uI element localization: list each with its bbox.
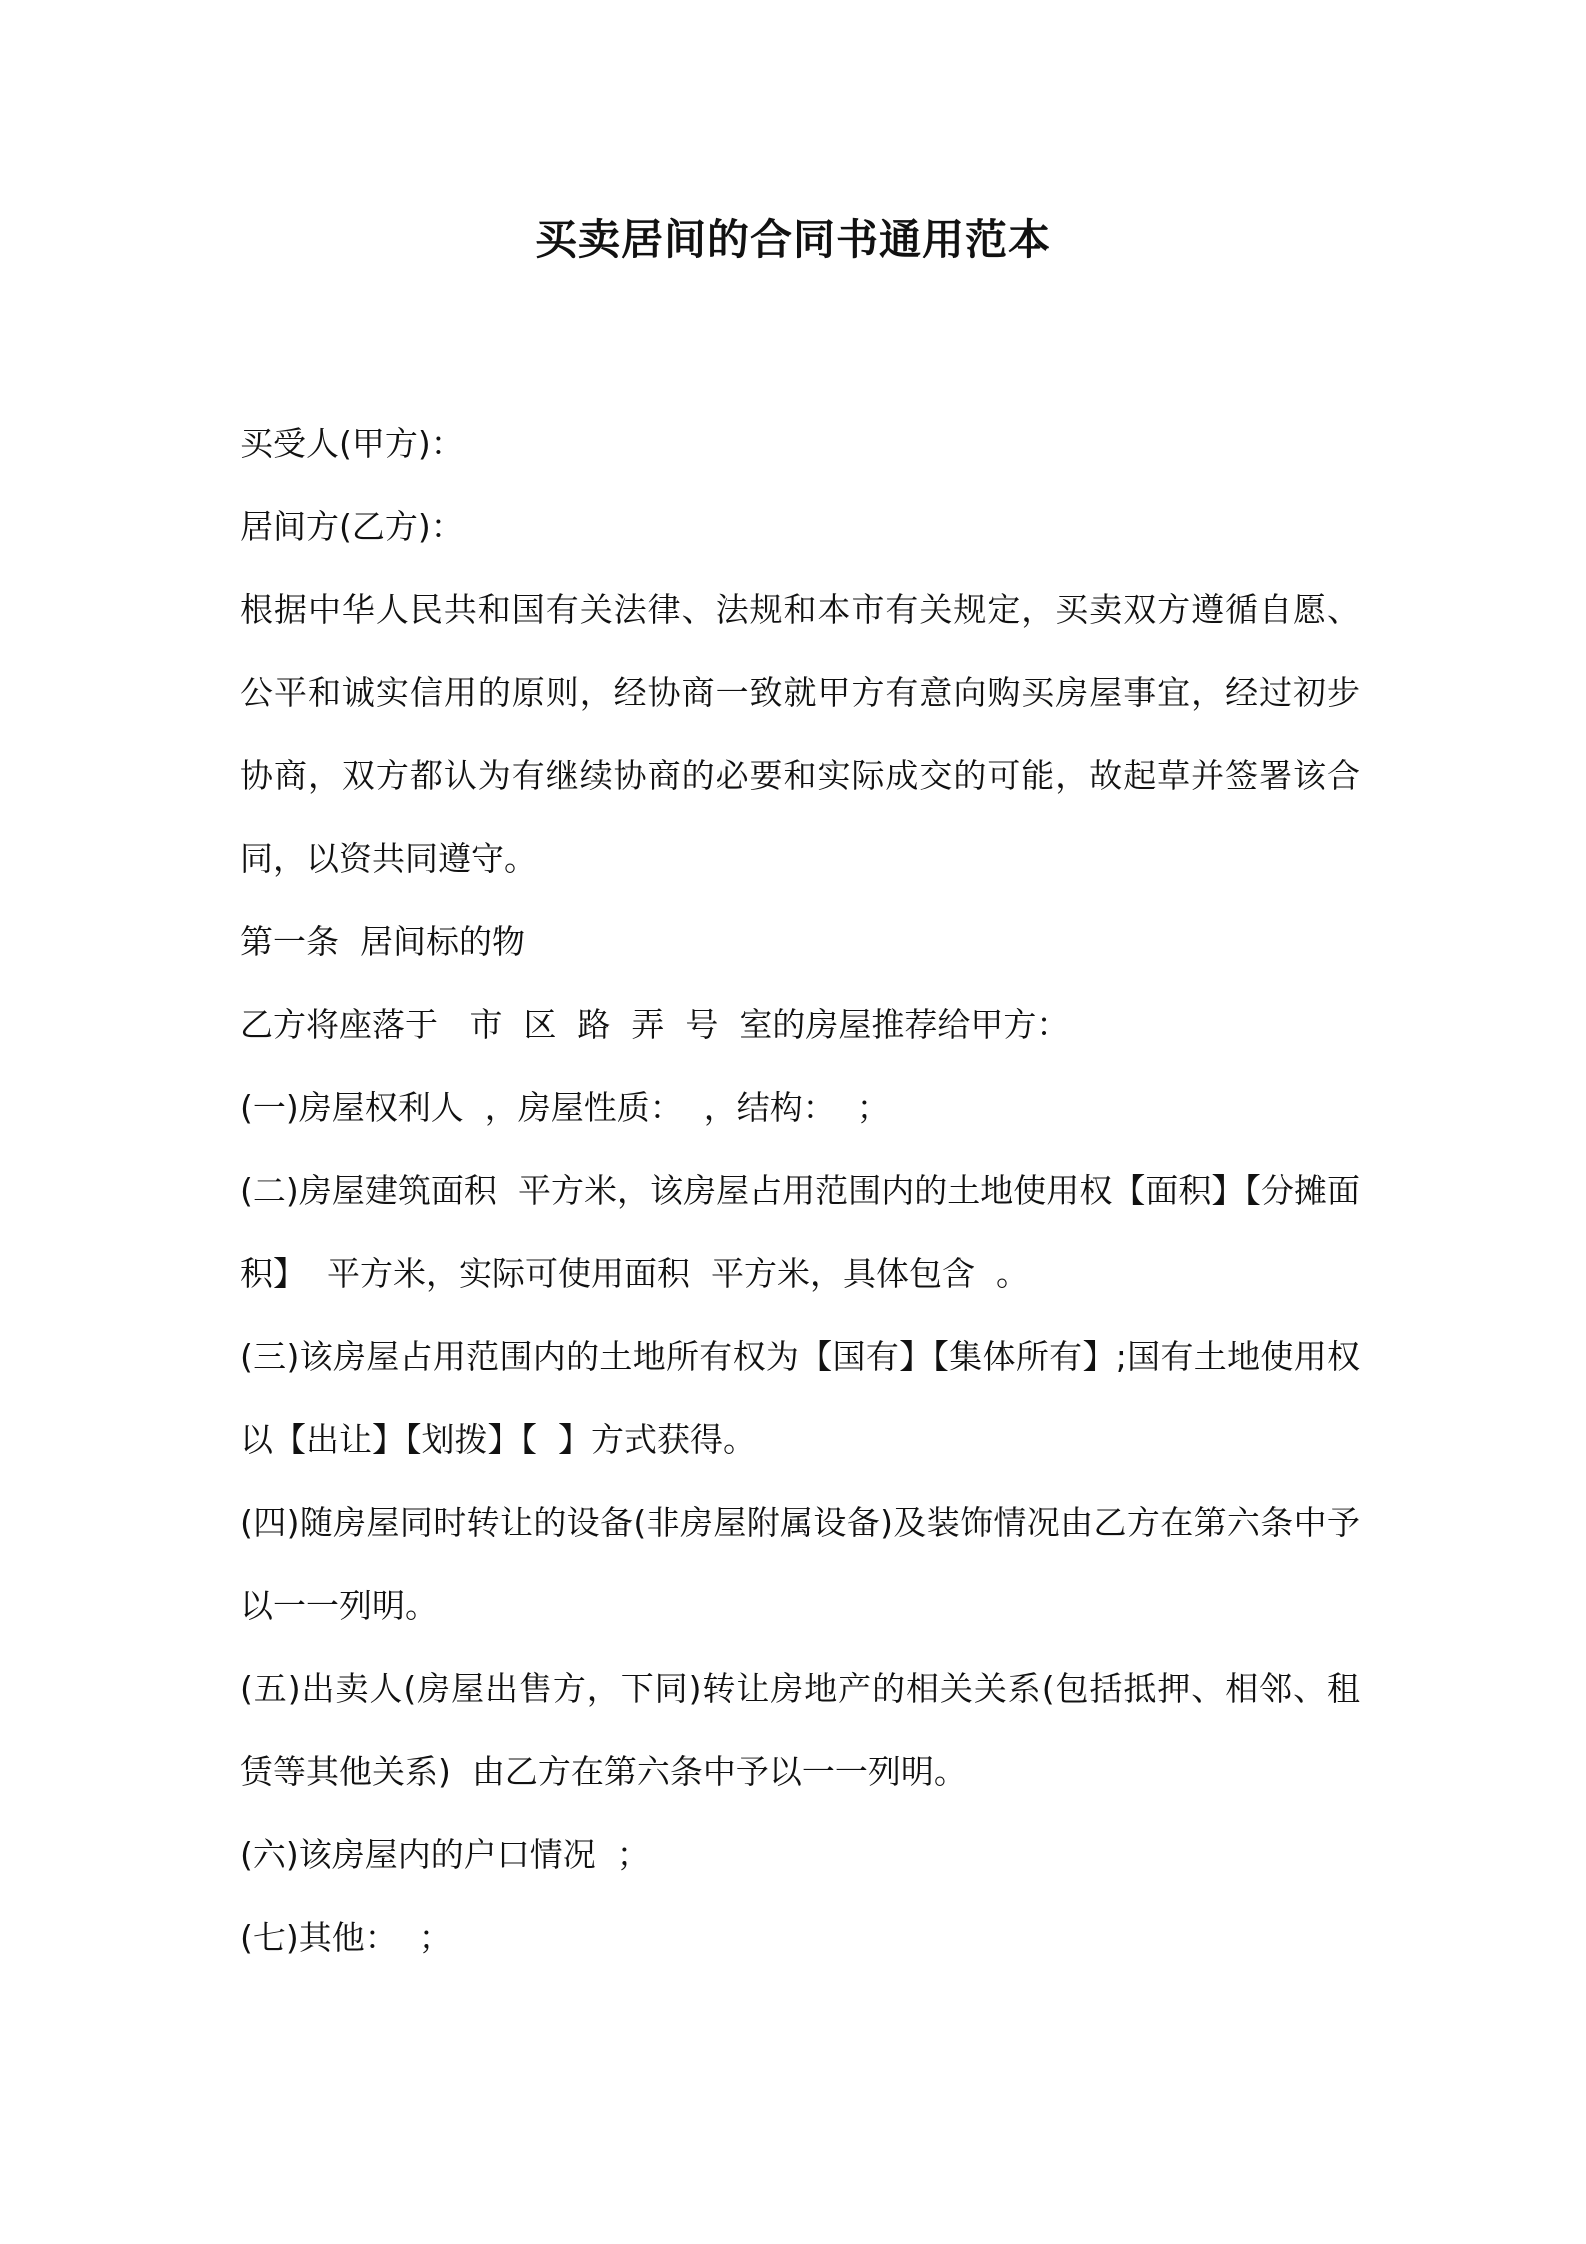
article-one-heading: 第一条 居间标的物 — [240, 922, 525, 961]
preamble-paragraph: 根据中华人民共和国有关法律、法规和本市有关规定，买卖双方遵循自愿、公平和诚实信用的原则，经协商一致就甲方有意向购买房屋事宜，经过初步协商，双方都认为有继续协商的必要和实际成交的可能，故起草并签署该合同，以资共同遵守。 — [240, 590, 1360, 878]
clause-5: (五)出卖人(房屋出售方，下同)转让房地产的相关关系(包括抵押、相邻、租赁等其他关系) 由乙方在第六条中予以一一列明。 — [240, 1669, 1360, 1791]
clause-6: (六)该房屋内的户口情况 ； — [240, 1835, 650, 1874]
clause-7: (七)其他： ； — [240, 1918, 452, 1957]
intermediary-party-line: 居间方(乙方)： — [240, 507, 464, 546]
clause-1: (一)房屋权利人 ，房屋性质： ，结构： ； — [240, 1088, 890, 1127]
property-location-line: 乙方将座落于 市 区 路 弄 号 室的房屋推荐给甲方： — [240, 1005, 1070, 1044]
document-body — [240, 402, 1360, 1979]
clause-2: (二)房屋建筑面积 平方米，该房屋占用范围内的土地使用权【面积】【分摊面积】 平方米，实际可使用面积 平方米，具体包含 。 — [240, 1171, 1360, 1293]
clause-4: (四)随房屋同时转让的设备(非房屋附属设备)及装饰情况由乙方在第六条中予以一一列明。 — [240, 1503, 1360, 1625]
buyer-party-line: 买受人(甲方)： — [240, 424, 464, 463]
document-title: 买卖居间的合同书通用范本 — [534, 215, 1051, 264]
clause-3: (三)该房屋占用范围内的土地所有权为【国有】【集体所有】;国有土地使用权以【出让】【划拨】【 】方式获得。 — [240, 1337, 1360, 1459]
